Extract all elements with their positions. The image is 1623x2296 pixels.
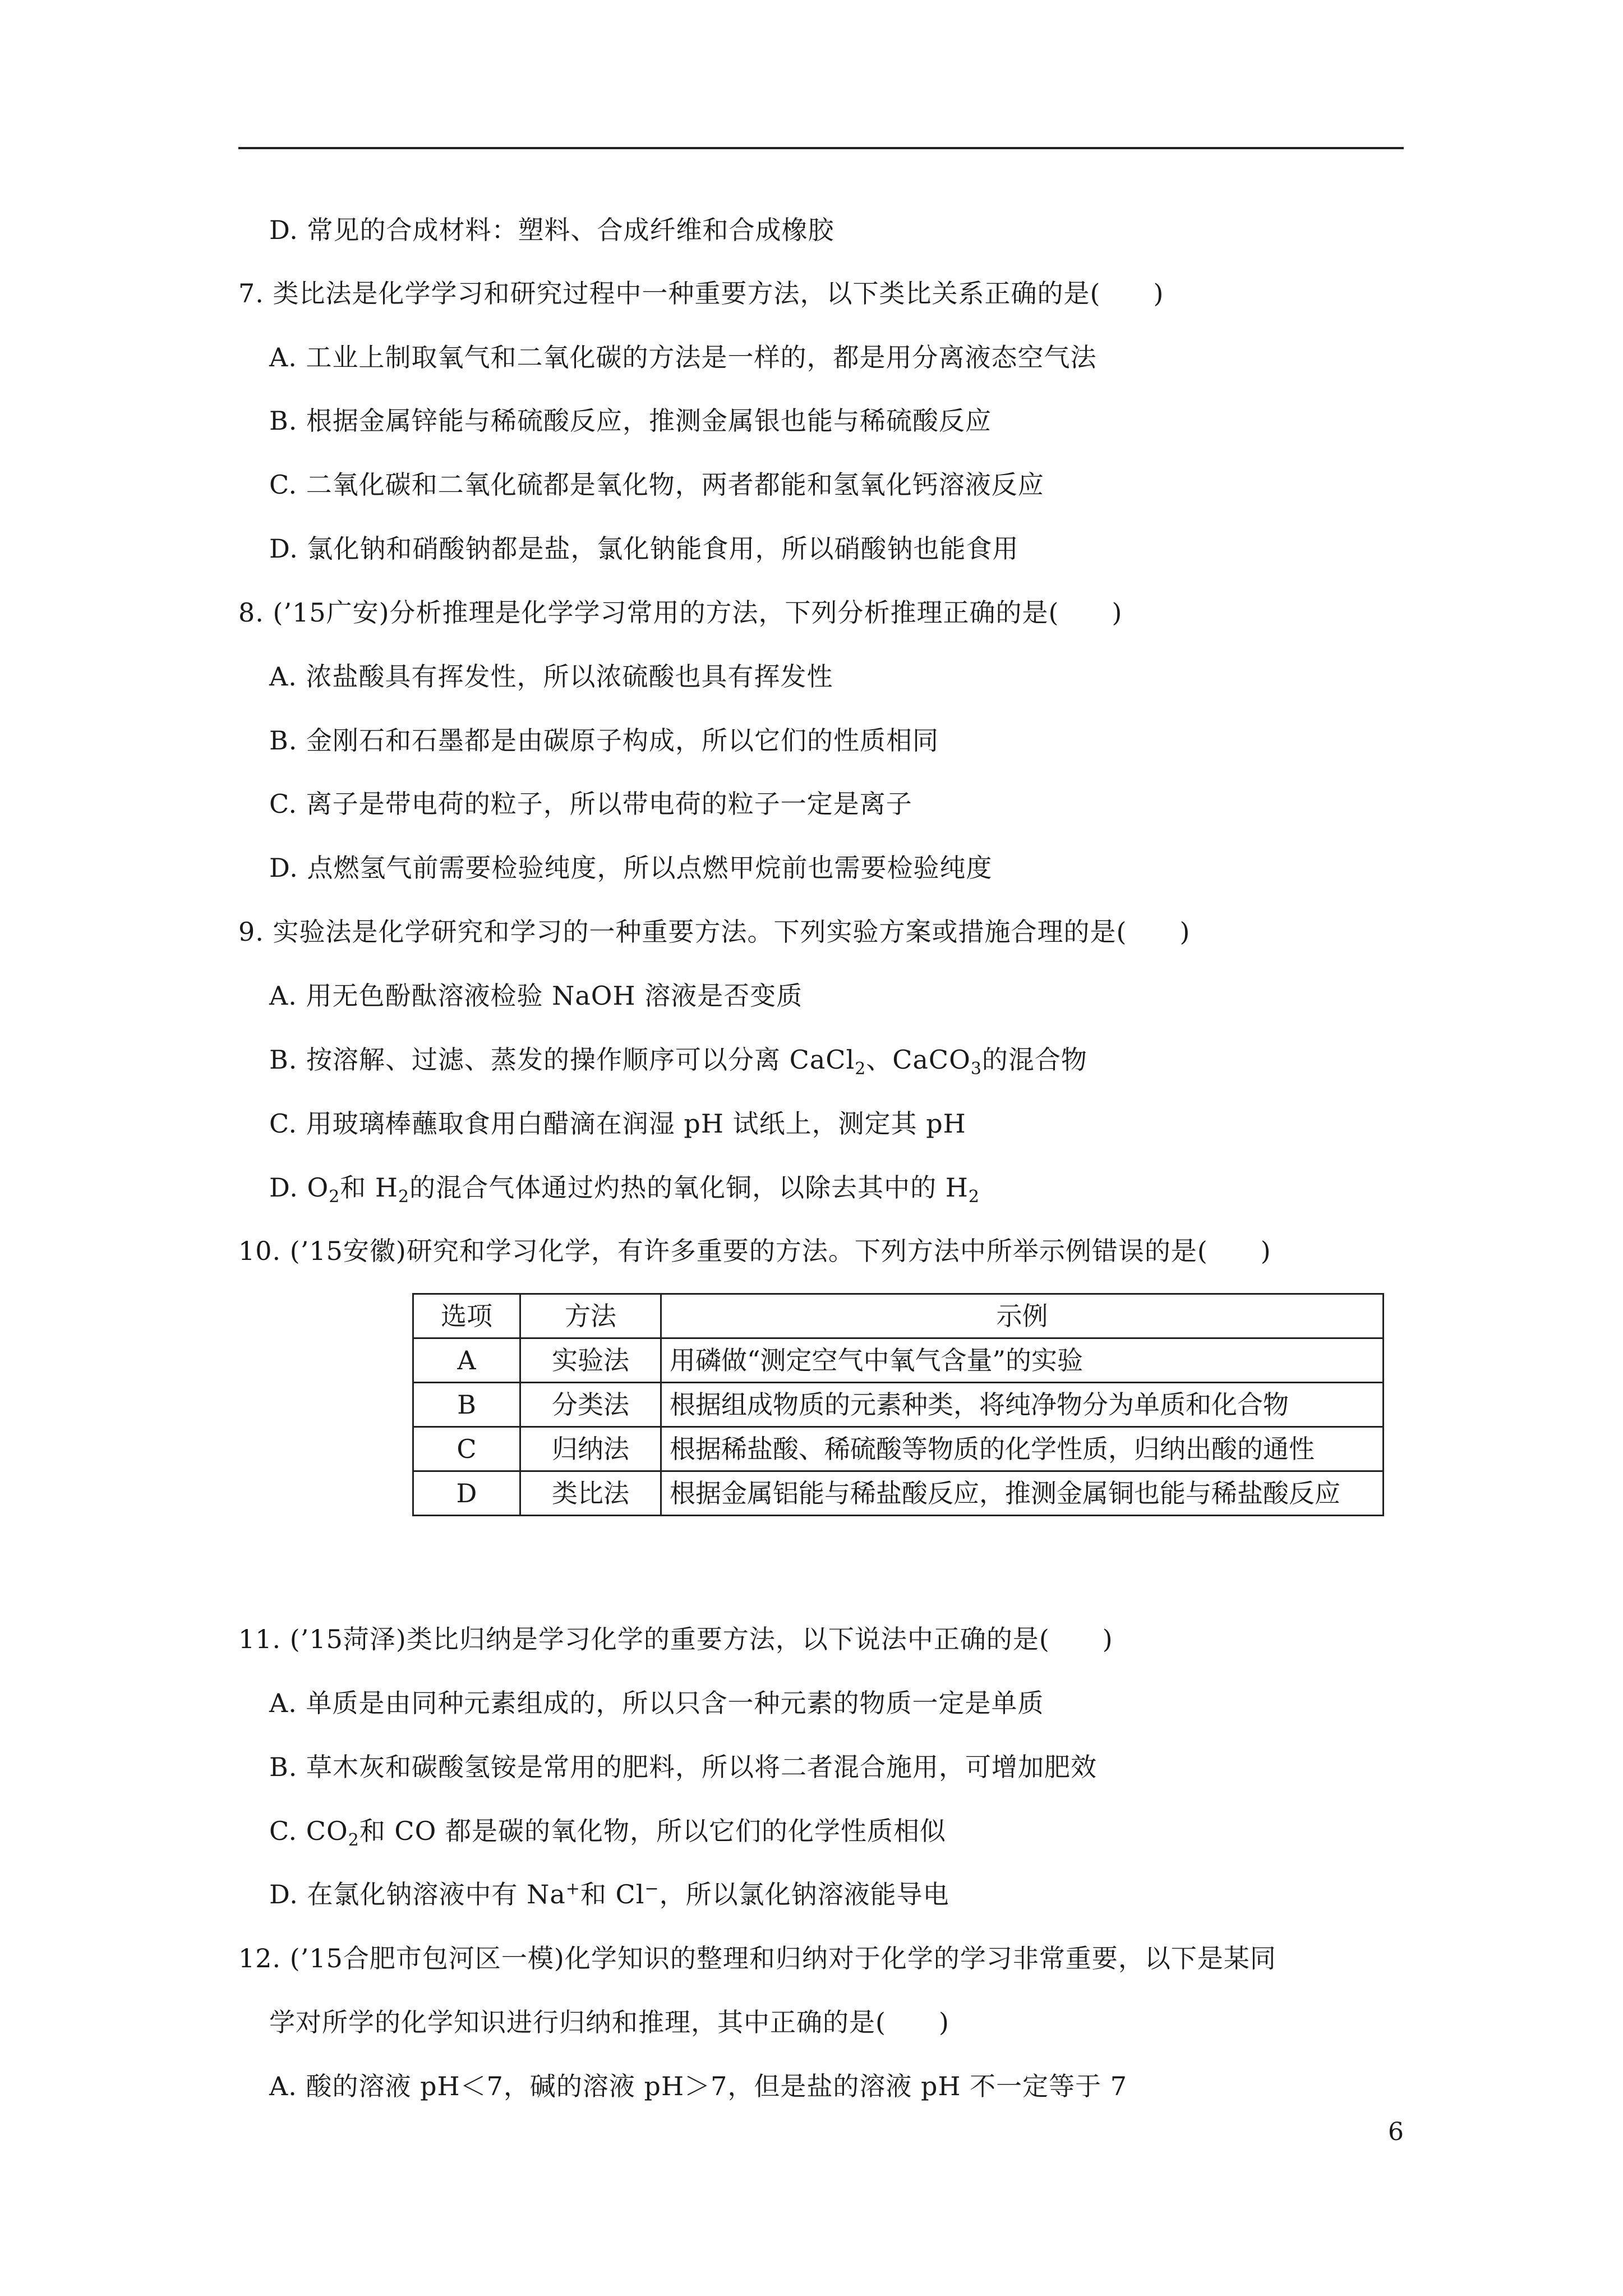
table-header-cell: 选项 bbox=[413, 1294, 520, 1338]
question-12-stem-line2: 学对所学的化学知识进行归纳和推理，其中正确的是( ) bbox=[269, 2007, 949, 2037]
question-8-option-c: C. 离子是带电荷的粒子，所以带电荷的粒子一定是离子 bbox=[269, 789, 912, 819]
table-cell-method: 实验法 bbox=[520, 1338, 661, 1383]
question-7-option-a: A. 工业上制取氧气和二氧化碳的方法是一样的，都是用分离液态空气法 bbox=[269, 342, 1097, 372]
question-12-stem-line1: 12. (’15合肥市包河区一模)化学知识的整理和归纳对于化学的学习非常重要，以下是某同 bbox=[238, 1943, 1276, 1973]
question-8-option-a: A. 浓盐酸具有挥发性，所以浓硫酸也具有挥发性 bbox=[269, 661, 833, 692]
question-9-option-a: A. 用无色酚酞溶液检验 NaOH 溶液是否变质 bbox=[269, 981, 803, 1011]
question-9-option-b: B. 按溶解、过滤、蒸发的操作顺序可以分离 CaCl$_2$、CaCO$_3$的混合物 bbox=[269, 1045, 1087, 1079]
question-9-option-d: D. $O_2$和 $H_2$的混合气体通过灼热的氧化铜，以除去其中的 $H_2$ bbox=[269, 1172, 980, 1207]
methods-table bbox=[412, 1293, 1384, 1516]
question-7-option-b: B. 根据金属锌能与稀硫酸反应，推测金属银也能与稀硫酸反应 bbox=[269, 406, 992, 436]
table-cell-method: 归纳法 bbox=[520, 1427, 661, 1471]
table-cell-example: 用磷做“测定空气中氧气含量”的实验 bbox=[661, 1338, 1384, 1383]
question-8-option-b: B. 金刚石和石墨都是由碳原子构成，所以它们的性质相同 bbox=[269, 725, 939, 756]
question-9-option-c: C. 用玻璃棒蘸取食用白醋滴在润湿 pH 试纸上，测定其 pH bbox=[269, 1108, 966, 1139]
page-number: 6 bbox=[1388, 2118, 1404, 2146]
table-cell-option: A bbox=[413, 1338, 520, 1383]
table-cell-method: 分类法 bbox=[520, 1383, 661, 1427]
table-row bbox=[413, 1427, 1384, 1471]
question-12-option-a: A. 酸的溶液 pH＜7，碱的溶液 pH＞7，但是盐的溶液 pH 不一定等于 7 bbox=[269, 2071, 1128, 2101]
table-cell-method: 类比法 bbox=[520, 1471, 661, 1516]
table-cell-option: C bbox=[413, 1427, 520, 1471]
table-header-cell: 示例 bbox=[661, 1294, 1384, 1338]
question-7-stem: 7. 类比法是化学学习和研究过程中一种重要方法，以下类比关系正确的是( ) bbox=[238, 278, 1164, 309]
table-cell-option: D bbox=[413, 1471, 520, 1516]
table-cell-option: B bbox=[413, 1383, 520, 1427]
question-11-stem: 11. (’15菏泽)类比归纳是学习化学的重要方法，以下说法中正确的是( ) bbox=[238, 1624, 1113, 1654]
header-rule bbox=[238, 147, 1404, 149]
question-11-option-d: D. 在氯化钠溶液中有 Na+和 Cl−，所以氯化钠溶液能导电 bbox=[269, 1879, 949, 1910]
table-header-cell: 方法 bbox=[520, 1294, 661, 1338]
question-7-option-c: C. 二氧化碳和二氧化硫都是氧化物，两者都能和氢氧化钙溶液反应 bbox=[269, 470, 1044, 500]
question-7-option-d: D. 氯化钠和硝酸钠都是盐，氯化钠能食用，所以硝酸钠也能食用 bbox=[269, 533, 1019, 564]
table-row bbox=[413, 1383, 1384, 1427]
table-cell-example: 根据金属铝能与稀盐酸反应，推测金属铜也能与稀盐酸反应 bbox=[661, 1471, 1384, 1516]
option-d-prev: D. 常见的合成材料：塑料、合成纤维和合成橡胶 bbox=[269, 215, 834, 245]
question-10-stem: 10. (’15安徽)研究和学习化学，有许多重要的方法。下列方法中所举示例错误的是( ) bbox=[238, 1236, 1271, 1266]
table-header-row bbox=[413, 1294, 1384, 1338]
question-9-stem: 9. 实验法是化学研究和学习的一种重要方法。下列实验方案或措施合理的是( ) bbox=[238, 917, 1191, 947]
table-cell-example: 根据稀盐酸、稀硫酸等物质的化学性质，归纳出酸的通性 bbox=[661, 1427, 1384, 1471]
question-11-option-a: A. 单质是由同种元素组成的，所以只含一种元素的物质一定是单质 bbox=[269, 1688, 1044, 1718]
question-11-option-c: C. $CO_2$和 CO 都是碳的氧化物，所以它们的化学性质相似 bbox=[269, 1816, 946, 1851]
question-11-option-b: B. 草木灰和碳酸氢铵是常用的肥料，所以将二者混合施用，可增加肥效 bbox=[269, 1752, 1098, 1782]
question-8-option-d: D. 点燃氢气前需要检验纯度，所以点燃甲烷前也需要检验纯度 bbox=[269, 853, 993, 883]
table-cell-example: 根据组成物质的元素种类，将纯净物分为单质和化合物 bbox=[661, 1383, 1384, 1427]
question-8-stem: 8. (’15广安)分析推理是化学学习常用的方法，下列分析推理正确的是( ) bbox=[238, 597, 1123, 628]
table-row bbox=[413, 1471, 1384, 1516]
table-row bbox=[413, 1338, 1384, 1383]
